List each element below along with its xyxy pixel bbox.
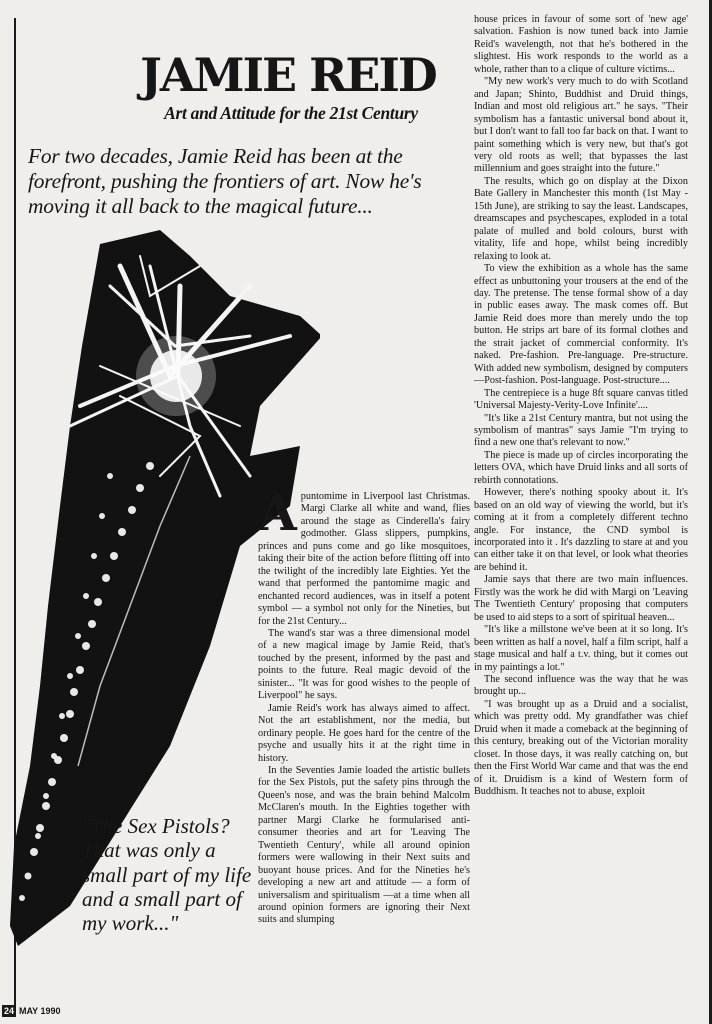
folio <box>2 1005 61 1017</box>
body-column-right <box>474 14 688 799</box>
body-paragraph: house prices in favour of some sort of 'new age' salvation. Fashion is now tuned back into Jamie Reid's wavelength, not that he's bothered in the slightest. His work responds to the world as a whole, rather than to a clique of culture victims... <box>474 14 688 75</box>
pull-quote: "The Sex Pistols? That was only a small part of my life and a small part of my work..." <box>82 814 252 936</box>
body-paragraph: Apuntomime in Liverpool last Christmas. Margi Clarke all white and wand, flies around the stage as Cinderella's fairy godmother. Glass slippers, pumpkins, princes and puns come and go like mosquitoes, taking their bite of the action before flitting off into the twilight of the incredibly late Eighties. Yet the wand that performed the pantomime magic and enchanted record audiences, was in itself a potent symbol — a symbol not only for the Nineties, but for the 21st Century... <box>258 483 470 627</box>
body-paragraph: To view the exhibition as a whole has the same effect as unbuttoning your trousers at the end of the day. The pretense. The tense formal show of a day in public eases away. The mask comes off. But Jamie Reid does more than merely undo the top button. He strips art bare of its formal clothes and the strait jacket of commercial conformity. It's naked. Pre-fashion. Pre-language. Pre-structure. With added new symbolism, designed by computers —Post-fashion. Post-language. Post-structure.... <box>474 263 688 387</box>
body-paragraph: However, there's nothing spooky about it. It's based on an old way of viewing the world, but it's coming at it from a completely different techno angle. For instance, the CND symbol is incorporated into it . It's dazzling to stare at and you can either take it on that level, or look what theories are behind it. <box>474 487 688 573</box>
body-paragraph: "It's like a 21st Century mantra, but not using the symbolism of mantras" says Jamie "I'm trying to find a new one that's relevant to now." <box>474 412 688 449</box>
drop-cap: A <box>258 483 297 542</box>
headline: JAMIE REID <box>140 48 436 102</box>
body-paragraph: "My new work's very much to do with Scotland and Japan; Shinto, Buddhist and Druid things, Indian and most old religious art." he says. "Their symbolism has a fantastic universal bond about it, but I don't want to fall too far back on that. I want to paint something which is very new, but that's got very old roots as well; that bypasses the last millennium and goes straight into the future." <box>474 76 688 175</box>
body-paragraph: "I was brought up as a Druid and a socialist, which was pretty odd. My grandfather was chief Druid when it made a comeback at the beginning of this century, breaking out of the Victorian morality closet. In those days, it was really catching on, but then the First World War came and that was the end of it. Druidism is a kind of Western form of Buddhism. It teaches not to abuse, exploit <box>474 698 688 798</box>
body-paragraph: Jamie says that there are two main influences. Firstly was the work he did with Margi on 'Leaving The Twentieth Century' proposing that computers be used to aid steps to a sort of spiritual heaven... <box>474 574 688 623</box>
body-paragraph: In the Seventies Jamie loaded the artistic bullets for the Sex Pistols, put the safety pins through the Queen's nose, and was the brain behind Malcolm McClaren's mouth. In the Eighties together with partner Margi Clarke he formularised anti-consumer theories and art for 'Leaving The Twentieth Century', while all around opinion formers were wallowing in their Next suits and buoyant house prices. And for the Nineties he's developing a new art and attitude — a form of universalism and spiritualism —at a time when all around opinion formers are ignoring their Next suits and slumping <box>258 764 470 926</box>
body-paragraph: The piece is made up of circles incorporating the letters OVA, which have Druid links and all sorts of rebirth connotations. <box>474 449 688 486</box>
body-paragraph: Jamie Reid's work has always aimed to affect. Not the art establishment, nor the media, but ordinary people. He goes hard for the centre of the psyche and usually hits it at the right time in history. <box>258 702 470 764</box>
issue-date: MAY 1990 <box>19 1006 61 1016</box>
body-paragraph: The wand's star was a three dimensional model of a new magical image by Jamie Reid, that's touched by the present, informed by the past and points to the future. Real magic devoid of the sinister... "It was for good wishes to the people of Liverpool" he says. <box>258 627 470 702</box>
body-paragraph: The centrepiece is a huge 8ft square canvas titled 'Universal Majesty-Verity-Love Infinite'.... <box>474 387 688 412</box>
page-number: 24 <box>4 1006 15 1016</box>
standfirst: For two decades, Jamie Reid has been at the forefront, pushing the frontiers of art. Now he's moving it all back to the magical future... <box>28 144 422 218</box>
subhead: Art and Attitude for the 21st Century <box>164 103 418 123</box>
body-column-middle <box>258 483 470 927</box>
body-paragraph: The second influence was the way that he was brought up... <box>474 674 688 698</box>
body-paragraph: The results, which go on display at the Dixon Bate Gallery in Manchester this month (1st May - 15th June), are striking to say the least. Landscapes, dreamscapes and psychescapes, exploded in a total palate of mulled and bold colours, burst with vitality, life and hope, whilst being incredibly relaxing to look at. <box>474 175 688 262</box>
body-paragraph: "It's like a millstone we've been at it so long. It's been written as half a novel, half a film script, half a stage musical and half a t.v. thing, but it comes out in my paintings a lot." <box>474 624 688 673</box>
